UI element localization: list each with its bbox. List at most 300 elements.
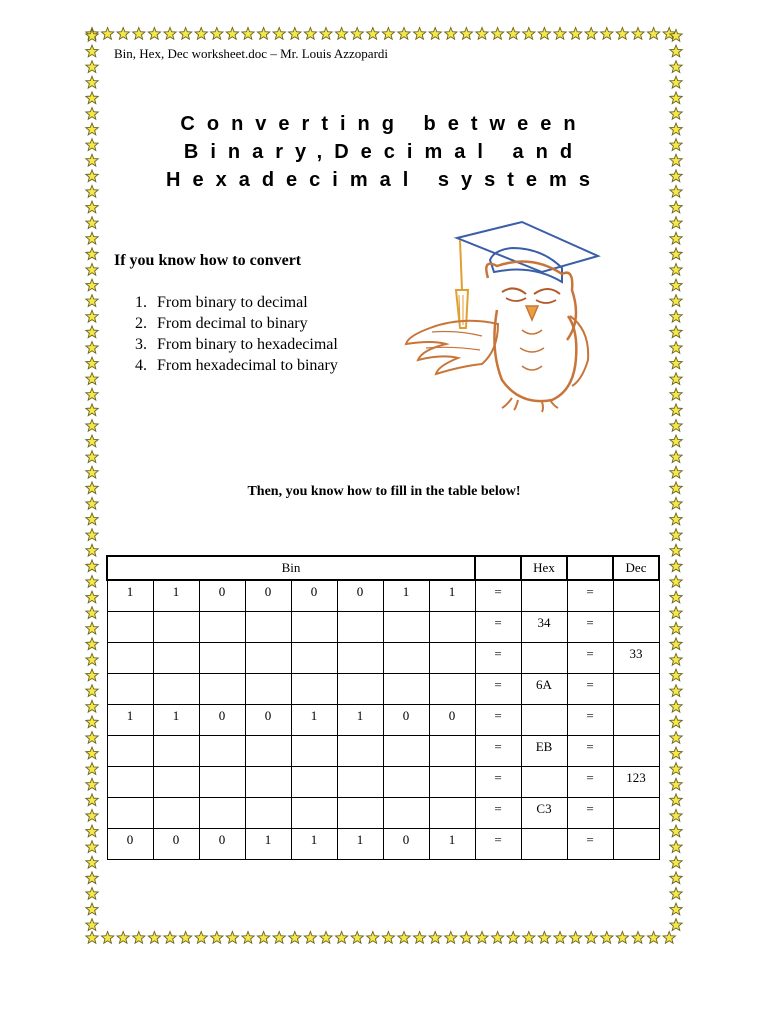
star-icon	[86, 420, 98, 432]
equals-cell: =	[567, 611, 613, 642]
star-icon	[670, 654, 682, 666]
star-icon	[86, 825, 98, 837]
bit-cell[interactable]: 1	[337, 704, 383, 735]
bit-cell[interactable]: 1	[245, 828, 291, 859]
bit-cell[interactable]	[153, 735, 199, 766]
star-icon	[86, 123, 98, 135]
star-icon	[398, 932, 410, 944]
star-icon	[670, 919, 682, 931]
bit-cell[interactable]	[383, 797, 429, 828]
bit-cell[interactable]	[429, 766, 475, 797]
hex-cell[interactable]: 6A	[521, 673, 567, 704]
bit-cell[interactable]: 0	[199, 828, 245, 859]
star-icon	[86, 529, 98, 541]
star-icon	[86, 45, 98, 57]
bit-cell[interactable]	[337, 611, 383, 642]
star-icon	[670, 30, 682, 42]
list-item	[135, 334, 338, 355]
bit-cell[interactable]: 1	[107, 580, 153, 611]
bit-cell[interactable]	[291, 642, 337, 673]
star-icon	[670, 123, 682, 135]
star-icon	[670, 544, 682, 556]
star-icon	[670, 794, 682, 806]
star-icon	[86, 591, 98, 603]
star-icon	[670, 638, 682, 650]
star-icon	[670, 513, 682, 525]
bit-cell[interactable]	[107, 735, 153, 766]
star-icon	[86, 763, 98, 775]
star-icon	[670, 451, 682, 463]
bit-cell[interactable]	[107, 673, 153, 704]
hex-cell[interactable]: C3	[521, 797, 567, 828]
bit-cell[interactable]: 0	[199, 704, 245, 735]
bit-cell[interactable]	[383, 766, 429, 797]
intro-text: If you know how to convert	[114, 252, 302, 269]
star-icon	[86, 732, 98, 744]
star-icon	[86, 778, 98, 790]
star-icon	[101, 932, 113, 944]
star-icon	[670, 420, 682, 432]
equals-cell: =	[475, 642, 521, 673]
star-icon	[86, 310, 98, 322]
star-icon	[86, 217, 98, 229]
hex-cell[interactable]	[521, 704, 567, 735]
star-icon	[86, 76, 98, 88]
star-icon	[460, 28, 472, 40]
bit-cell[interactable]: 1	[291, 828, 337, 859]
bit-cell[interactable]: 1	[107, 704, 153, 735]
bit-cell[interactable]	[291, 797, 337, 828]
star-icon	[86, 810, 98, 822]
equals-cell: =	[567, 828, 613, 859]
bit-cell[interactable]	[153, 611, 199, 642]
star-icon	[148, 932, 160, 944]
bit-cell[interactable]	[153, 766, 199, 797]
star-icon	[86, 560, 98, 572]
dec-cell[interactable]: 33	[613, 642, 659, 673]
bit-cell[interactable]	[383, 611, 429, 642]
star-icon	[211, 932, 223, 944]
list-text: From hexadecimal to binary	[157, 357, 338, 374]
star-icon	[670, 92, 682, 104]
steps-list	[135, 292, 338, 376]
bit-cell[interactable]	[107, 611, 153, 642]
page-title	[110, 110, 658, 194]
title-line: Converting between	[180, 113, 588, 135]
dec-cell[interactable]	[613, 580, 659, 611]
star-icon	[86, 248, 98, 260]
table-header-row	[107, 556, 659, 580]
bit-cell[interactable]	[429, 642, 475, 673]
bin-header: Bin	[107, 556, 475, 580]
bit-cell[interactable]: 0	[291, 580, 337, 611]
star-icon	[413, 932, 425, 944]
bit-cell[interactable]	[199, 611, 245, 642]
star-icon	[507, 932, 519, 944]
star-icon	[226, 28, 238, 40]
equals-cell: =	[475, 735, 521, 766]
table-header-blank	[475, 556, 521, 580]
star-icon	[670, 560, 682, 572]
star-icon	[86, 435, 98, 447]
star-icon	[670, 232, 682, 244]
bit-cell[interactable]	[337, 735, 383, 766]
star-icon	[367, 932, 379, 944]
document-header: Bin, Hex, Dec worksheet.doc – Mr. Louis Azzopardi	[114, 46, 389, 61]
bit-cell[interactable]	[245, 611, 291, 642]
star-icon	[195, 932, 207, 944]
hex-cell[interactable]: EB	[521, 735, 567, 766]
equals-cell: =	[567, 673, 613, 704]
star-icon	[86, 919, 98, 931]
table-row	[107, 611, 659, 642]
bit-cell[interactable]	[199, 797, 245, 828]
dec-cell[interactable]	[613, 704, 659, 735]
star-icon	[86, 654, 98, 666]
hex-cell[interactable]	[521, 828, 567, 859]
bit-cell[interactable]	[291, 611, 337, 642]
list-number: 2.	[135, 315, 147, 332]
star-icon	[86, 279, 98, 291]
star-icon	[670, 685, 682, 697]
star-icon	[670, 700, 682, 712]
star-icon	[670, 763, 682, 775]
star-icon	[117, 932, 129, 944]
star-icon	[538, 28, 550, 40]
star-icon	[86, 794, 98, 806]
hex-cell[interactable]	[521, 642, 567, 673]
star-icon	[670, 732, 682, 744]
hex-cell[interactable]	[521, 580, 567, 611]
bit-cell[interactable]	[429, 735, 475, 766]
star-icon	[670, 201, 682, 213]
star-icon	[601, 28, 613, 40]
list-item	[135, 355, 338, 376]
star-icon	[335, 28, 347, 40]
star-icon	[117, 28, 129, 40]
bit-cell[interactable]	[107, 766, 153, 797]
dec-cell[interactable]	[613, 735, 659, 766]
bit-cell[interactable]: 0	[199, 580, 245, 611]
star-icon	[670, 825, 682, 837]
star-icon	[86, 888, 98, 900]
star-icon	[569, 28, 581, 40]
bit-cell[interactable]: 1	[153, 580, 199, 611]
bit-cell[interactable]	[245, 673, 291, 704]
star-icon	[133, 932, 145, 944]
table-row	[107, 797, 659, 828]
star-icon	[491, 932, 503, 944]
star-icon	[148, 28, 160, 40]
star-icon	[86, 186, 98, 198]
star-icon	[670, 529, 682, 541]
star-icon	[398, 28, 410, 40]
star-icon	[554, 932, 566, 944]
star-icon	[445, 932, 457, 944]
bit-cell[interactable]	[337, 766, 383, 797]
dec-cell[interactable]	[613, 611, 659, 642]
bit-cell[interactable]	[107, 642, 153, 673]
bit-cell[interactable]	[337, 642, 383, 673]
equals-cell: =	[567, 797, 613, 828]
star-icon	[647, 932, 659, 944]
star-icon	[670, 607, 682, 619]
star-icon	[179, 932, 191, 944]
bit-cell[interactable]: 1	[337, 828, 383, 859]
star-icon	[164, 932, 176, 944]
star-icon	[86, 232, 98, 244]
dec-cell[interactable]: 123	[613, 766, 659, 797]
dec-cell[interactable]	[613, 673, 659, 704]
star-icon	[351, 932, 363, 944]
star-icon	[670, 342, 682, 354]
star-icon	[86, 388, 98, 400]
star-icon	[670, 326, 682, 338]
bit-cell[interactable]	[199, 735, 245, 766]
star-icon	[523, 28, 535, 40]
bit-cell[interactable]: 1	[429, 828, 475, 859]
star-icon	[335, 932, 347, 944]
bit-cell[interactable]	[245, 735, 291, 766]
bit-cell[interactable]: 0	[107, 828, 153, 859]
star-icon	[616, 932, 628, 944]
equals-cell: =	[567, 580, 613, 611]
star-icon	[320, 932, 332, 944]
star-icon	[304, 932, 316, 944]
star-icon	[289, 28, 301, 40]
star-icon	[320, 28, 332, 40]
bit-cell[interactable]: 1	[429, 580, 475, 611]
star-icon	[86, 700, 98, 712]
star-icon	[101, 28, 113, 40]
star-icon	[242, 28, 254, 40]
hex-header: Hex	[521, 556, 567, 580]
star-border-bottom	[84, 930, 684, 946]
star-icon	[382, 28, 394, 40]
star-icon	[86, 544, 98, 556]
equals-cell: =	[475, 673, 521, 704]
star-icon	[670, 373, 682, 385]
bit-cell[interactable]	[429, 611, 475, 642]
star-icon	[86, 607, 98, 619]
star-icon	[429, 932, 441, 944]
bit-cell[interactable]	[245, 766, 291, 797]
star-icon	[413, 28, 425, 40]
dec-cell[interactable]	[613, 828, 659, 859]
star-icon	[86, 622, 98, 634]
bit-cell[interactable]	[199, 673, 245, 704]
list-item	[135, 292, 338, 313]
star-icon	[670, 76, 682, 88]
dec-cell[interactable]	[613, 797, 659, 828]
bit-cell[interactable]: 0	[383, 704, 429, 735]
star-icon	[86, 638, 98, 650]
star-icon	[86, 685, 98, 697]
star-icon	[86, 716, 98, 728]
star-icon	[289, 932, 301, 944]
star-icon	[86, 342, 98, 354]
star-icon	[445, 28, 457, 40]
star-icon	[86, 61, 98, 73]
bit-cell[interactable]	[291, 766, 337, 797]
table-row	[107, 735, 659, 766]
star-border-top	[84, 26, 684, 42]
star-icon	[86, 451, 98, 463]
bit-cell[interactable]: 1	[153, 704, 199, 735]
bit-cell[interactable]	[153, 673, 199, 704]
star-icon	[226, 932, 238, 944]
title-line: Hexadecimal systems	[166, 169, 602, 191]
star-icon	[429, 28, 441, 40]
star-icon	[86, 669, 98, 681]
bit-cell[interactable]	[245, 797, 291, 828]
star-icon	[670, 295, 682, 307]
bit-cell[interactable]	[291, 735, 337, 766]
conversion-table	[106, 555, 660, 860]
list-text: From binary to decimal	[157, 294, 308, 311]
star-icon	[86, 357, 98, 369]
star-icon	[86, 92, 98, 104]
star-icon	[670, 435, 682, 447]
star-icon	[86, 747, 98, 759]
bit-cell[interactable]: 0	[245, 580, 291, 611]
star-icon	[304, 28, 316, 40]
hex-cell[interactable]: 34	[521, 611, 567, 642]
equals-cell: =	[567, 704, 613, 735]
table-row	[107, 580, 659, 611]
star-icon	[367, 28, 379, 40]
star-icon	[382, 932, 394, 944]
star-icon	[670, 466, 682, 478]
star-icon	[670, 264, 682, 276]
star-icon	[179, 28, 191, 40]
star-icon	[491, 28, 503, 40]
bit-cell[interactable]: 0	[153, 828, 199, 859]
star-icon	[86, 872, 98, 884]
equals-cell: =	[475, 766, 521, 797]
star-icon	[670, 872, 682, 884]
bit-cell[interactable]	[337, 797, 383, 828]
list-text: From binary to hexadecimal	[157, 336, 338, 353]
star-icon	[460, 932, 472, 944]
star-icon	[133, 28, 145, 40]
bit-cell[interactable]	[153, 642, 199, 673]
star-icon	[86, 903, 98, 915]
star-icon	[670, 747, 682, 759]
bit-cell[interactable]	[337, 673, 383, 704]
bit-cell[interactable]	[245, 642, 291, 673]
equals-cell: =	[475, 611, 521, 642]
bit-cell[interactable]: 0	[383, 828, 429, 859]
bit-cell[interactable]	[199, 642, 245, 673]
star-icon	[670, 778, 682, 790]
star-icon	[670, 45, 682, 57]
title-line: Binary,Decimal and	[183, 141, 585, 163]
star-icon	[670, 170, 682, 182]
star-icon	[585, 932, 597, 944]
table-row	[107, 828, 659, 859]
star-icon	[86, 576, 98, 588]
equals-cell: =	[475, 828, 521, 859]
star-icon	[670, 217, 682, 229]
equals-cell: =	[475, 704, 521, 735]
star-icon	[670, 841, 682, 853]
star-icon	[670, 888, 682, 900]
star-icon	[86, 201, 98, 213]
star-icon	[86, 326, 98, 338]
star-icon	[670, 61, 682, 73]
star-icon	[86, 108, 98, 120]
star-icon	[670, 810, 682, 822]
star-icon	[242, 932, 254, 944]
star-icon	[647, 28, 659, 40]
star-icon	[670, 622, 682, 634]
list-number: 1.	[135, 294, 147, 311]
bit-cell[interactable]	[153, 797, 199, 828]
bit-cell[interactable]	[429, 797, 475, 828]
star-icon	[670, 388, 682, 400]
star-icon	[670, 591, 682, 603]
star-icon	[670, 310, 682, 322]
star-icon	[523, 932, 535, 944]
table-row	[107, 642, 659, 673]
star-icon	[86, 154, 98, 166]
bit-cell[interactable]	[383, 642, 429, 673]
bit-cell[interactable]	[291, 673, 337, 704]
table-row	[107, 766, 659, 797]
star-icon	[86, 170, 98, 182]
star-icon	[670, 108, 682, 120]
star-icon	[86, 841, 98, 853]
bit-cell[interactable]: 1	[383, 580, 429, 611]
star-icon	[554, 28, 566, 40]
star-icon	[86, 466, 98, 478]
equals-cell: =	[475, 797, 521, 828]
star-icon	[86, 139, 98, 151]
bit-cell[interactable]: 1	[291, 704, 337, 735]
star-icon	[670, 186, 682, 198]
equals-cell: =	[567, 766, 613, 797]
bit-cell[interactable]	[199, 766, 245, 797]
bit-cell[interactable]	[383, 673, 429, 704]
star-icon	[164, 28, 176, 40]
equals-cell: =	[567, 642, 613, 673]
star-icon	[86, 404, 98, 416]
bit-cell[interactable]: 0	[337, 580, 383, 611]
star-icon	[86, 264, 98, 276]
star-icon	[211, 28, 223, 40]
dec-header: Dec	[613, 556, 659, 580]
star-icon	[476, 28, 488, 40]
star-icon	[670, 139, 682, 151]
bit-cell[interactable]: 0	[245, 704, 291, 735]
star-icon	[86, 30, 98, 42]
bit-cell[interactable]	[383, 735, 429, 766]
hex-cell[interactable]	[521, 766, 567, 797]
bit-cell[interactable]: 0	[429, 704, 475, 735]
star-icon	[86, 513, 98, 525]
list-item	[135, 313, 338, 334]
star-icon	[585, 28, 597, 40]
star-icon	[86, 856, 98, 868]
star-icon	[670, 279, 682, 291]
star-icon	[195, 28, 207, 40]
star-icon	[670, 903, 682, 915]
bit-cell[interactable]	[107, 797, 153, 828]
bit-cell[interactable]	[429, 673, 475, 704]
list-number: 4.	[135, 357, 147, 374]
star-icon	[507, 28, 519, 40]
